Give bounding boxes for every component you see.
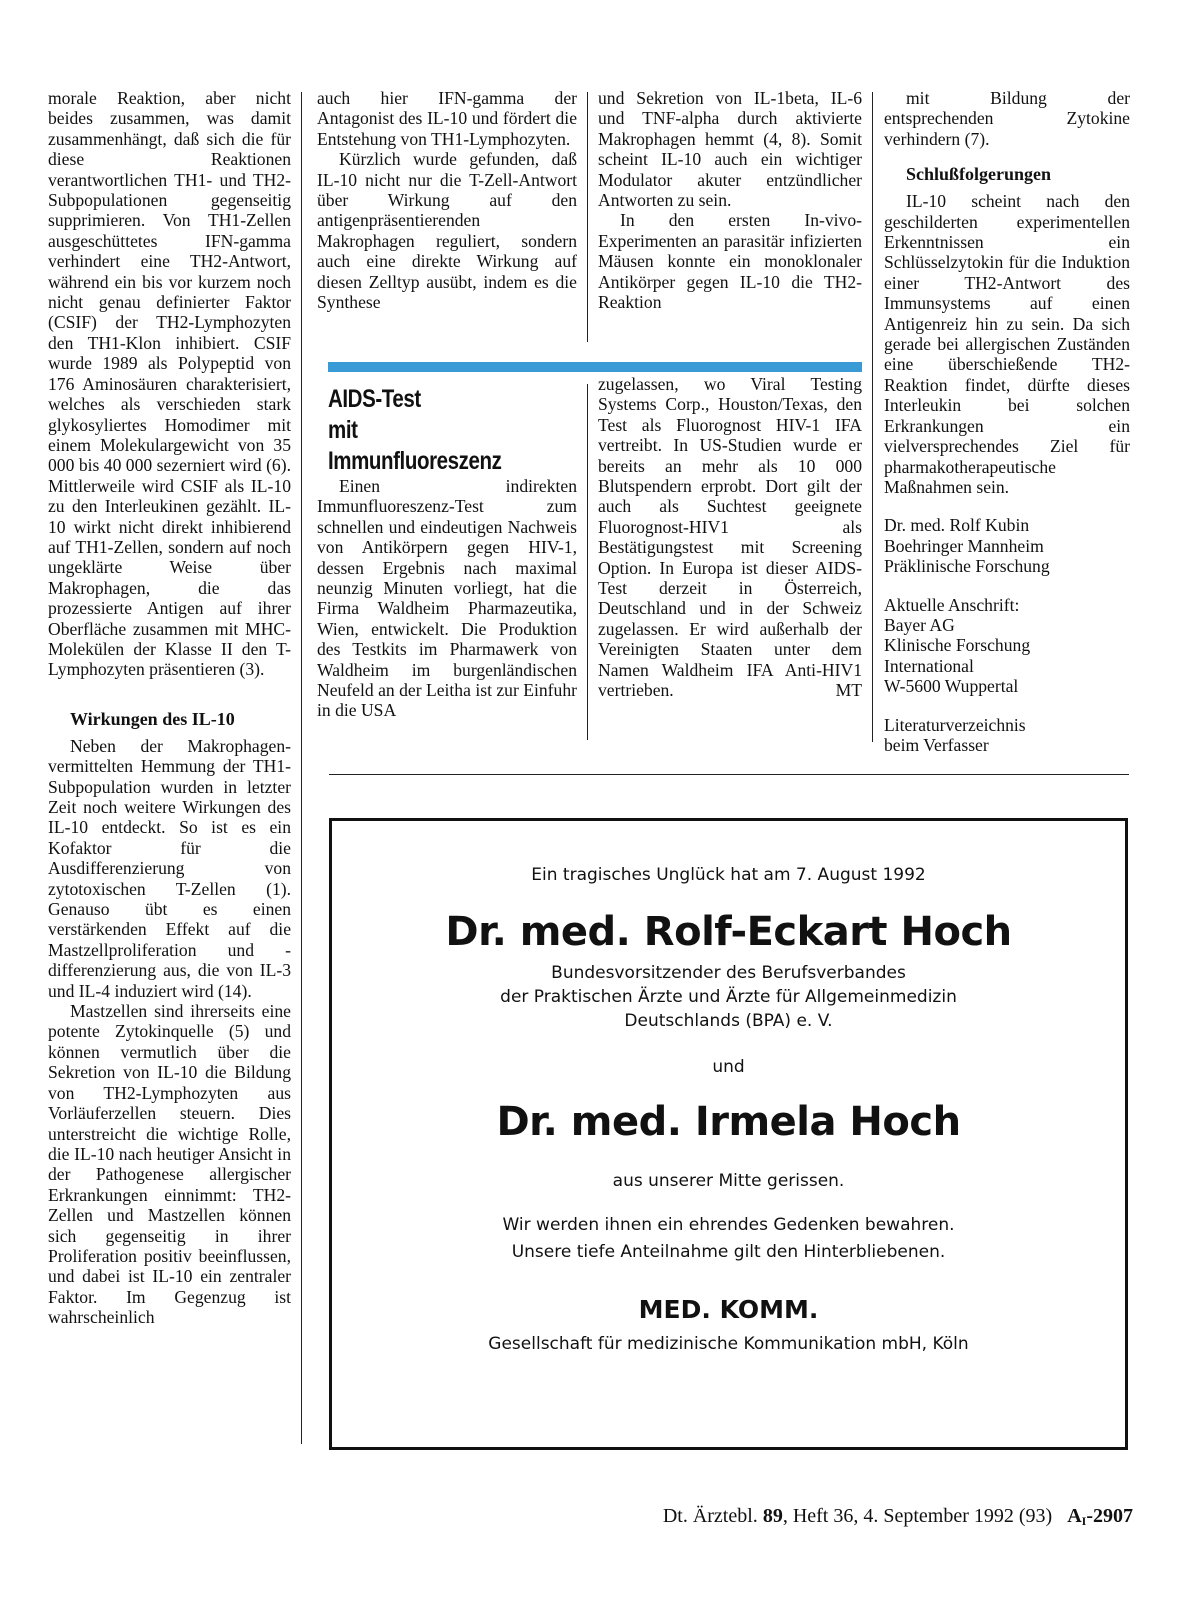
article-column-1 <box>48 88 291 1328</box>
separator-line <box>329 774 1129 775</box>
title-line: mit <box>328 416 358 444</box>
news-box-text-left <box>317 476 577 721</box>
body-paragraph: In den ersten In-vivo-Experimenten an parasitär infizierten Mäusen konnte ein monoklonaler Antikörper gegen IL-10 die TH2-Reaktion <box>598 210 862 313</box>
obituary-notice <box>329 818 1128 1450</box>
body-paragraph: morale Reaktion, aber nicht beides zusammen, was damit zusammenhängt, daß sich die für diese Reaktionen verantwortlichen TH1- und TH2-Subpopulationen gegenseitig supprimieren. Von TH1-Zellen ausgeschüttetes IFN-gamma verhindert eine TH2-Antwort, während ein bis vor kurzem noch nicht genau definierter Faktor (CSIF) der TH2-Lymphozyten den TH1-Klon inhibiert. CSIF wurde 1989 als Polypeptid von 176 Aminosäuren charakterisiert, welches als verschieden stark glykosyliertes Homodimer mit einem Molekulargewicht von 35 000 bis 40 000 sezerniert wird (6). Mittlerweile wird CSIF als IL-10 zu den Interleukinen gezählt. IL-10 wirkt nicht direkt inhibierend auf TH1-Zellen, sondern auf noch ungeklärte Weise über Makrophagen, die das prozessierte Antigen auf ihrer Oberfläche zusammen mit MHC-Molekülen der Klasse II den T-Lymphozyten präsentieren (3). <box>48 88 291 680</box>
deceased-role: Deutschlands (BPA) e. V. <box>624 1011 833 1031</box>
article-column-3 <box>598 88 862 312</box>
address-line: Klinische Forschung <box>884 635 1031 656</box>
organization-name: MED. KOMM. <box>638 1295 819 1324</box>
references-line: Literaturverzeichnis <box>884 714 1026 735</box>
references-note <box>884 715 1130 756</box>
paragraph-text: zugelassen, wo Viral Testing Systems Corp., Houston/Texas, den Test als Fluorognost HIV-1 IFA vertreibt. In US-Studien wurde er bereits an mehr als 10 000 Blutspendern erprobt. Dort gilt der auch als Suchtest geeignete Fluorognost-HIV1 als Bestätigungstest mit Screening Option. In Europa ist dieser AIDS-Test derzeit in Österreich, Deutschland und in der Schweiz zugelassen. Er wird außerhalb der Vereinigten Staaten unter dem Namen Waldheim IFA Anti-HIV1 vertrieben. <box>598 374 862 701</box>
deceased-role: der Praktischen Ärzte und Ärzte für Allgemeinmedizin <box>500 987 957 1007</box>
body-paragraph: auch hier IFN-gamma der Antagonist des IL-10 und fördert die Entstehung von TH1-Lymphozyten. <box>317 88 577 149</box>
deceased-role: Bundesvorsitzender des Berufsverbandes <box>551 963 906 983</box>
address-line: W-5600 Wuppertal <box>884 676 1019 697</box>
page-num: -2907 <box>1086 1505 1133 1527</box>
column-rule <box>301 92 302 1444</box>
address-line: Bayer AG <box>884 614 955 635</box>
author-initials: MT <box>835 680 862 701</box>
journal-name: Dt. Ärztebl. <box>662 1505 758 1527</box>
page-number <box>1067 1505 1133 1527</box>
author-department: Präklinische Forschung <box>884 556 1050 577</box>
title-line: Immunfluoreszenz <box>328 447 502 475</box>
deceased-name-2: Dr. med. Irmela Hoch <box>496 1099 961 1145</box>
column-rule <box>587 384 588 740</box>
body-paragraph: Neben der Makrophagen-vermittelten Hemmung der TH1-Subpopulation wurden in letzter Zeit noch weitere Wirkungen des IL-10 entdeckt. So ist es ein Kofaktor für die Ausdifferenzierung von zytotoxischen T-Zellen (1). Genauso übt es einen verstärkenden Effekt auf die Mastzellproliferation und -differenzierung aus, die von IL-3 und IL-4 induziert wird (14). <box>48 735 291 1001</box>
body-paragraph: Mastzellen sind ihrerseits eine potente Zytokinquelle (5) und können vermutlich über die Sekretion von IL-10 die Bildung von TH2-Lymphozyten aus Vorläuferzellen steuern. Dies unterstreicht die wichtige Rolle, die IL-10 nach heutiger Ansicht in der Pathogenese allergischer Erkrankungen einnimmt: TH2-Zellen und Mastzellen können sich gegenseitig in ihrer Proliferation positiv beeinflussen, und dabei ist IL-10 ein zentraler Faktor. Im Gegenzug ist wahrscheinlich <box>48 1001 291 1328</box>
author-name: Dr. med. Rolf Kubin <box>884 515 1030 536</box>
organization-full-name: Gesellschaft für medizinische Kommunikation mbH, Köln <box>488 1334 969 1354</box>
address-line: International <box>884 655 974 676</box>
page-footer <box>603 1505 1133 1529</box>
news-box-title <box>328 384 541 477</box>
body-paragraph: IL-10 scheint nach den geschilderten experimentellen Erkenntnissen ein Schlüsselzytokin für die Induktion einer TH2-Antwort des Immunsystems auf einen Antigenreiz hin zu sein. Da sich gerade bei allergischen Zuständen eine überschießende TH2-Reaktion findet, dürfte dieses Interleukin bei solchen Erkrankungen ein vielversprechendes Ziel für pharmakotherapeutische Maßnahmen sein. <box>884 191 1130 497</box>
address-label: Aktuelle Anschrift: <box>884 594 1020 615</box>
deceased-name-1: Dr. med. Rolf-Eckart Hoch <box>445 909 1012 955</box>
notice-text: Unsere tiefe Anteilnahme gilt den Hinterbliebenen. <box>511 1242 946 1262</box>
body-paragraph <box>598 374 862 701</box>
volume-number: 89 <box>762 1505 783 1527</box>
column-rule <box>872 92 873 742</box>
article-column-2 <box>317 88 577 312</box>
references-line: beim Verfasser <box>884 734 989 755</box>
title-line: AIDS-Test <box>328 385 421 413</box>
body-paragraph: mit Bildung der entsprechenden Zytokine verhindern (7). <box>884 88 1130 149</box>
body-paragraph: Einen indirekten Immunfluoreszenz-Test zum schnellen und eindeutigen Nachweis von Antikörpern gegen HIV-1, dessen Ergebnis nach maximal neunzig Minuten vorliegt, hat die Firma Waldheim Pharmazeutika, Wien, entwickelt. Die Produktion des Testkits im Pharmawerk von Waldheim im burgenländischen Neufeld an der Leitha ist zur Einfuhr in die USA <box>317 476 577 721</box>
column-rule <box>587 92 588 342</box>
article-column-4 <box>884 88 1130 755</box>
author-block <box>884 515 1130 576</box>
notice-text: aus unserer Mitte gerissen. <box>612 1171 845 1191</box>
notice-intro: Ein tragisches Unglück hat am 7. August 1992 <box>531 865 926 885</box>
page-prefix: A <box>1067 1505 1082 1527</box>
page-subscript: I <box>1081 1514 1087 1528</box>
author-company: Boehringer Mannheim <box>884 535 1044 556</box>
news-box-bar <box>328 362 862 372</box>
section-heading: Wirkungen des IL-10 <box>70 708 235 729</box>
address-block <box>884 595 1130 697</box>
notice-text: Wir werden ihnen ein ehrendes Gedenken bewahren. <box>502 1215 955 1235</box>
body-paragraph: Kürzlich wurde gefunden, daß IL-10 nicht nur die T-Zell-Antwort über Wirkung auf den antigenpräsentierenden Makrophagen reguliert, sondern auch eine direkte Wirkung auf diesen Zelltyp ausübt, indem es die Synthese <box>317 149 577 313</box>
conjunction-text: und <box>712 1057 745 1077</box>
body-paragraph: und Sekretion von IL-1beta, IL-6 und TNF-alpha durch aktivierte Makrophagen hemmt (4, 8). Somit scheint IL-10 auch ein wichtiger Modulator akuter entzündlicher Antworten zu sein. <box>598 88 862 211</box>
section-heading: Schlußfolgerungen <box>906 164 1052 185</box>
issue-info: , Heft 36, 4. September 1992 (93) <box>782 1505 1053 1527</box>
news-box-text-right <box>598 374 862 701</box>
